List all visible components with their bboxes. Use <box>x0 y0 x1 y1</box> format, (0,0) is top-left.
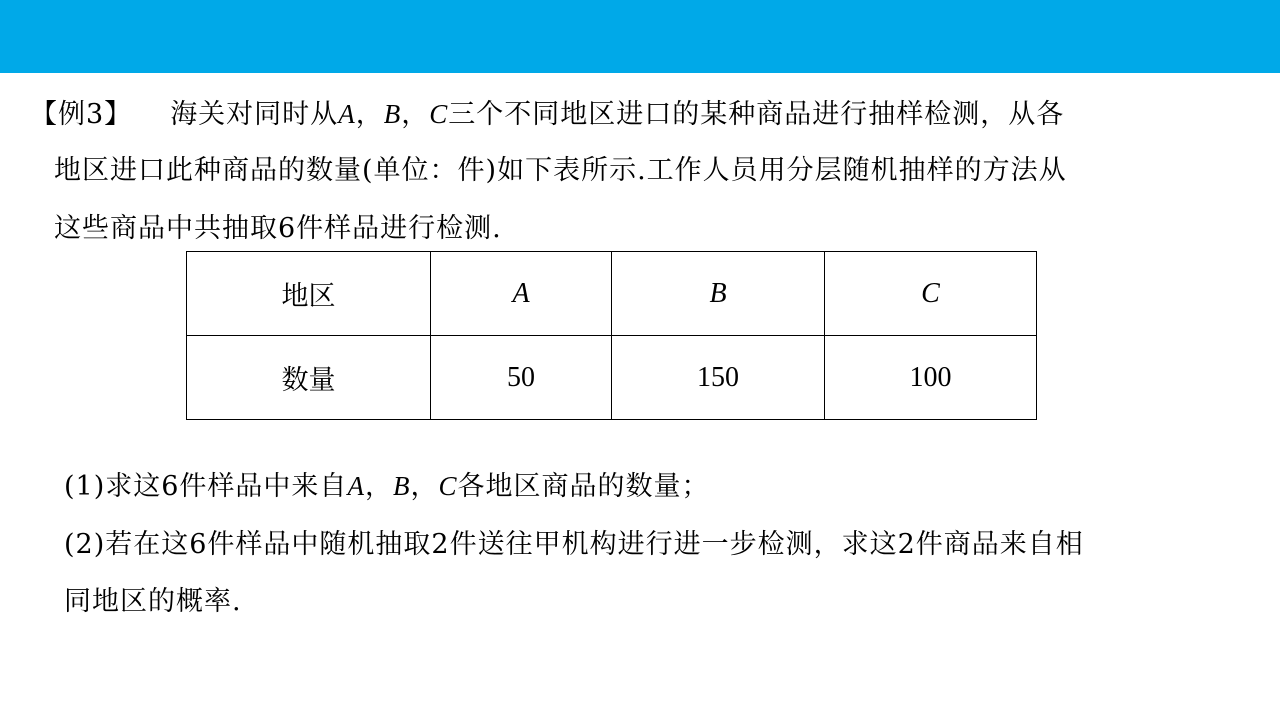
example-tag: 【例3】 <box>30 99 133 130</box>
problem-intro-line-1 <box>30 96 1064 133</box>
header-bar <box>0 0 1280 73</box>
separator: ， <box>401 99 430 130</box>
intro-text: 三个不同地区进口的某种商品进行抽样检测，从各 <box>448 99 1065 130</box>
region-c-label: C <box>438 471 458 501</box>
table-cell: 150 <box>612 336 825 420</box>
problem-intro-line-3: 这些商品中共抽取6件样品进行检测. <box>54 213 502 244</box>
table-cell: 50 <box>431 336 612 420</box>
table-header-cell: B <box>612 252 825 336</box>
region-a-label: A <box>338 99 356 129</box>
question-text: (1)求这6件样品中来自 <box>64 471 348 502</box>
region-quantity-table <box>186 251 1037 420</box>
question-2-line-1: (2)若在这6件样品中随机抽取2件送往甲机构进行进一步检测，求这2件商品来自相 <box>64 529 1084 560</box>
region-c-label: C <box>429 99 449 129</box>
table-row-label: 数量 <box>187 336 431 420</box>
region-a-label: A <box>347 471 365 501</box>
question-1 <box>64 468 709 505</box>
table-header-cell: C <box>825 252 1037 336</box>
separator: ， <box>364 471 393 502</box>
table-header-label: 地区 <box>187 252 431 336</box>
separator: ， <box>355 99 384 130</box>
table-header-cell: A <box>431 252 612 336</box>
table-cell: 100 <box>825 336 1037 420</box>
table-row <box>187 336 1037 420</box>
region-b-label: B <box>392 471 411 501</box>
problem-intro-line-2: 地区进口此种商品的数量(单位：件)如下表所示.工作人员用分层随机抽样的方法从 <box>54 155 1067 186</box>
separator: ， <box>410 471 439 502</box>
question-text: 各地区商品的数量； <box>457 471 710 502</box>
region-b-label: B <box>383 99 402 129</box>
intro-text: 海关对同时从 <box>170 99 339 130</box>
table-header-row <box>187 252 1037 336</box>
question-2-line-2: 同地区的概率. <box>64 586 242 617</box>
